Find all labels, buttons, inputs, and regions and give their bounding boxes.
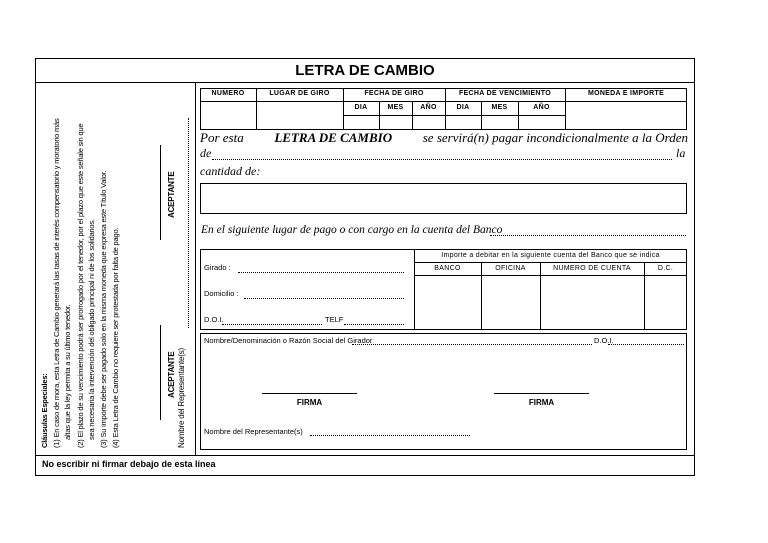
conditions-heading: Cláusulas Especiales: [40,373,49,448]
dc-header: D.C. [657,265,674,272]
condition-line: (2) El plazo de su vencimiento podrá ser prorrogado por el tenedor, por el plazo que este señale sin que [76,123,85,448]
aceptante-label: ACEPTANTE [167,171,176,218]
banco-header: BANCO [434,265,461,272]
lugar-pago-line [490,235,686,236]
numero-header: NUMERO [211,90,245,97]
girador-doi-label: D.O.I. [594,336,614,345]
girador-doi-line[interactable] [608,344,684,345]
firma-label-1: FIRMA [296,398,323,407]
body-line-1 [200,130,688,146]
firma-line-1 [262,393,357,394]
cantidad-box[interactable] [200,183,687,214]
fecha-vencimiento-header: FECHA DE VENCIMIENTO [459,90,551,97]
title-divider [36,82,694,83]
condition-line: (4) Esta Letra de Cambio no requiere ser protestada por falta de pago. [111,227,120,448]
la-text: la [676,146,686,160]
document-title: LETRA DE CAMBIO [295,62,435,79]
domicilio-label: Domicilio : [204,289,239,298]
condition-line: altas que la ley permita a su último tenedor. [63,304,72,440]
debit-col-divider [644,262,645,330]
girador-representante-label: Nombre del Representante(s) [204,427,303,436]
telf-line[interactable] [344,324,404,325]
girado-line[interactable] [238,272,404,273]
fecha-giro-header: FECHA DE GIRO [364,90,424,97]
aceptante-label-2: ACEPTANTE [167,351,176,398]
anio-header: AÑO [420,104,437,111]
cantidad-text: cantidad de: [200,164,261,178]
header-row-divider [200,101,687,102]
header-subrow-divider [343,115,565,116]
girado-label: Girado : [204,263,231,272]
mes-header: MES [387,104,404,111]
girador-representante-line[interactable] [310,435,470,436]
aceptante-signature-line [160,145,161,240]
body-rest-text: se servirá(n) pagar incondicionalmente a la Orden [422,130,688,145]
girador-nombre-line[interactable] [352,344,592,345]
firma-label-2: FIRMA [528,398,555,407]
anio-header: AÑO [533,104,550,111]
footer-note: No escribir ni firmar debajo de esta línea [42,459,216,469]
condition-line: (1) En caso de mora, esta Letra de Cambio generará las tasas de interés compensatorio y moratorio más [52,118,61,448]
aceptante-signature-line-2 [160,325,161,420]
telf-label: TELF [325,315,344,324]
left-column-divider [195,82,196,455]
oficina-header: OFICINA [495,265,526,272]
debit-title: Importe a debitar en la siguiente cuenta del Banco que se indica [441,252,660,259]
girador-nombre-label: Nombre/Denominación o Razón Social del Girador [204,336,373,345]
de-text: de [200,146,212,160]
moneda-importe-header: MONEDA E IMPORTE [587,90,665,97]
lugar-pago-text: En el siguiente lugar de pago o con cargo en la cuenta del Banco [201,224,503,236]
footer-divider [36,455,694,456]
debit-row-divider [414,275,687,276]
doi-line[interactable] [222,324,322,325]
condition-line: (3) Su importe debe ser pagado solo en la misma moneda que expresa este Título Valor. [99,170,108,448]
debit-col-divider [540,262,541,330]
por-esta-text: Por esta [200,130,244,145]
debit-row-divider [414,262,687,263]
representante-label: Nombre del Representante(s) [177,348,186,448]
doi-label: D.O.I. [204,315,224,324]
numero-cuenta-header: NUMERO DE CUENTA [553,265,631,272]
dia-header: DIA [456,104,470,111]
dia-header: DIA [354,104,368,111]
firma-line-2 [494,393,589,394]
domicilio-line[interactable] [244,298,404,299]
condition-line: sea necesaria la intervención del obligado principal ni de los solidarios. [87,219,96,440]
mes-header: MES [491,104,508,111]
representante-dotted-line [188,118,189,328]
orden-line [212,159,672,160]
debit-col-divider [481,262,482,330]
letra-text: LETRA DE CAMBIO [274,130,393,145]
lugar-giro-header: LUGAR DE GIRO [269,90,330,97]
